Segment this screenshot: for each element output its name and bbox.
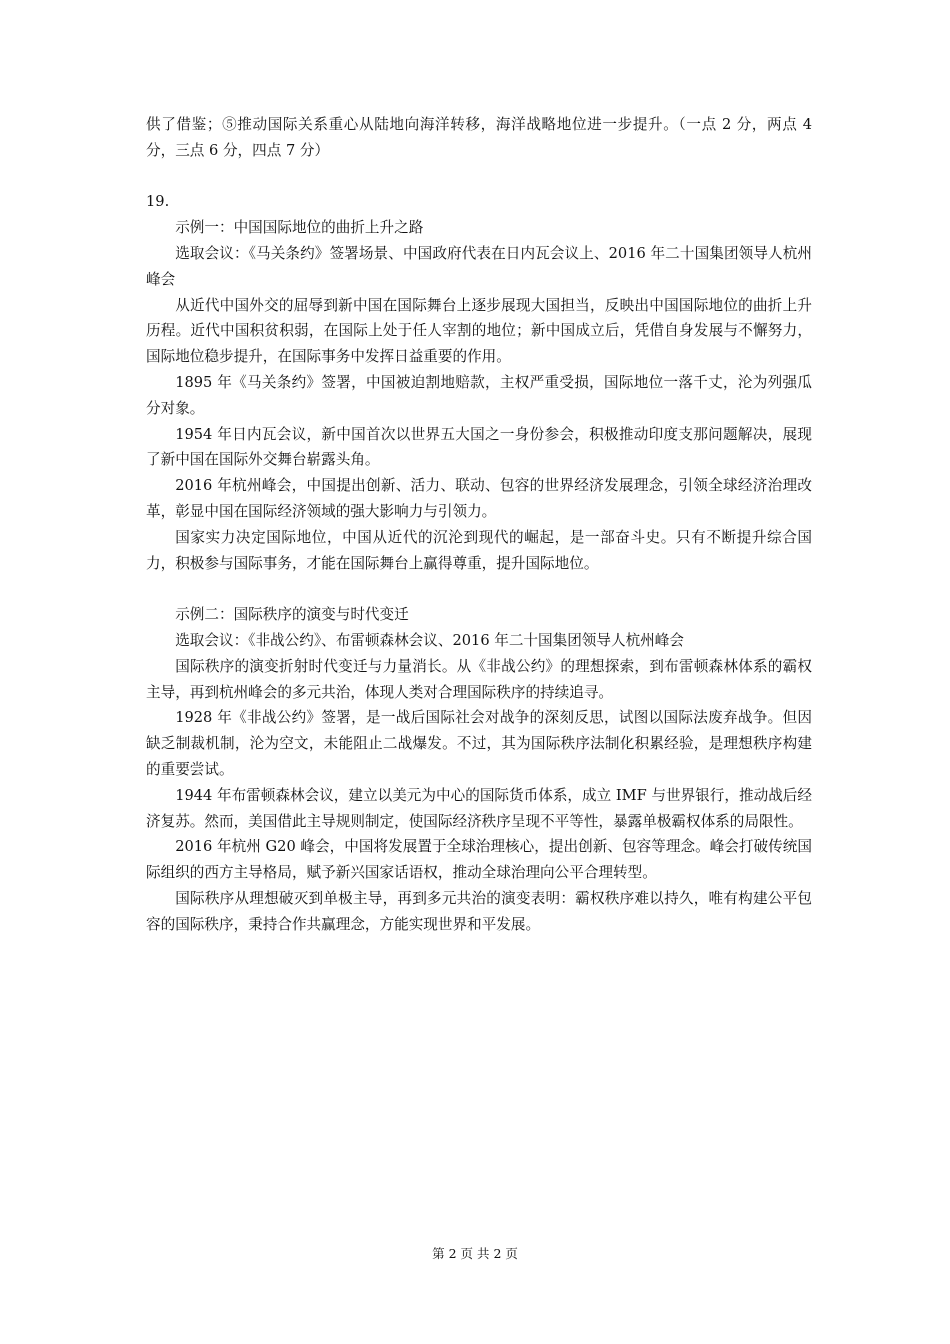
- example-two-paragraph-1944: 1944 年布雷顿森林会议，建立以美元为中心的国际货币体系，成立 IMF 与世界银行，推动战后经济复苏。然而，美国借此主导规则制定，使国际经济秩序呈现不平等性，暴露单极霸权体系的局限性。: [146, 786, 812, 830]
- example-two-intro: 国际秩序的演变折射时代变迁与力量消长。从《非战公约》的理想探索，到布雷顿森林体系的霸权主导，再到杭州峰会的多元共治，体现人类对合理国际秩序的持续追寻。: [146, 657, 812, 701]
- page-footer: 第 2 页 共 2 页: [432, 1246, 518, 1261]
- spacer: [146, 576, 812, 602]
- example-one-title: 示例一：中国国际地位的曲折上升之路: [175, 219, 424, 237]
- answer-content: [146, 112, 812, 938]
- previous-answer-continuation: 供了借鉴；⑤推动国际关系重心从陆地向海洋转移，海洋战略地位进一步提升。（一点 2 分，两点 4 分，三点 6 分，四点 7 分）: [146, 116, 812, 159]
- example-two: [146, 602, 812, 937]
- example-two-meetings: 选取会议：《非战公约》、布雷顿森林会议、2016 年二十国集团领导人杭州峰会: [175, 631, 684, 649]
- example-one-conclusion: 国家实力决定国际地位，中国从近代的沉沦到现代的崛起，是一部奋斗史。只有不断提升综合国力，积极参与国际事务，才能在国际舞台上赢得尊重，提升国际地位。: [146, 528, 812, 572]
- example-one-meetings: 选取会议：《马关条约》签署场景、中国政府代表在日内瓦会议上、2016 年二十国集团领导人杭州峰会: [146, 244, 812, 288]
- question-number: 19.: [146, 193, 170, 211]
- example-two-conclusion: 国际秩序从理想破灭到单极主导，再到多元共治的演变表明：霸权秩序难以持久，唯有构建公平包容的国际秩序，秉持合作共赢理念，方能实现世界和平发展。: [146, 889, 812, 933]
- example-one-intro: 从近代中国外交的屈辱到新中国在国际舞台上逐步展现大国担当，反映出中国国际地位的曲折上升历程。近代中国积贫积弱，在国际上处于任人宰割的地位；新中国成立后，凭借自身发展与不懈努力，国际地位稳步提升，在国际事务中发挥日益重要的作用。: [146, 296, 812, 366]
- example-two-paragraph-2016: 2016 年杭州 G20 峰会，中国将发展置于全球治理核心，提出创新、包容等理念。峰会打破传统国际组织的西方主导格局，赋予新兴国家话语权，推动全球治理向公平合理转型。: [146, 838, 812, 882]
- example-one-paragraph-2016: 2016 年杭州峰会，中国提出创新、活力、联动、包容的世界经济发展理念，引领全球经济治理改革，彰显中国在国际经济领域的强大影响力与引领力。: [146, 477, 812, 520]
- example-one-paragraph-1954: 1954 年日内瓦会议，新中国首次以世界五大国之一身份参会，积极推动印度支那问题解决，展现了新中国在国际外交舞台崭露头角。: [146, 425, 812, 469]
- spacer: [146, 164, 812, 190]
- example-one-paragraph-1895: 1895 年《马关条约》签署，中国被迫割地赔款，主权严重受损，国际地位一落千丈，沦为列强瓜分对象。: [146, 373, 812, 417]
- example-two-paragraph-1928: 1928 年《非战公约》签署，是一战后国际社会对战争的深刻反思，试图以国际法废弃战争。但因缺乏制裁机制，沦为空文，未能阻止二战爆发。不过，其为国际秩序法制化积累经验，是理想秩序构建的重要尝试。: [146, 709, 812, 778]
- example-one: [146, 215, 812, 576]
- example-two-title: 示例二：国际秩序的演变与时代变迁: [175, 606, 409, 624]
